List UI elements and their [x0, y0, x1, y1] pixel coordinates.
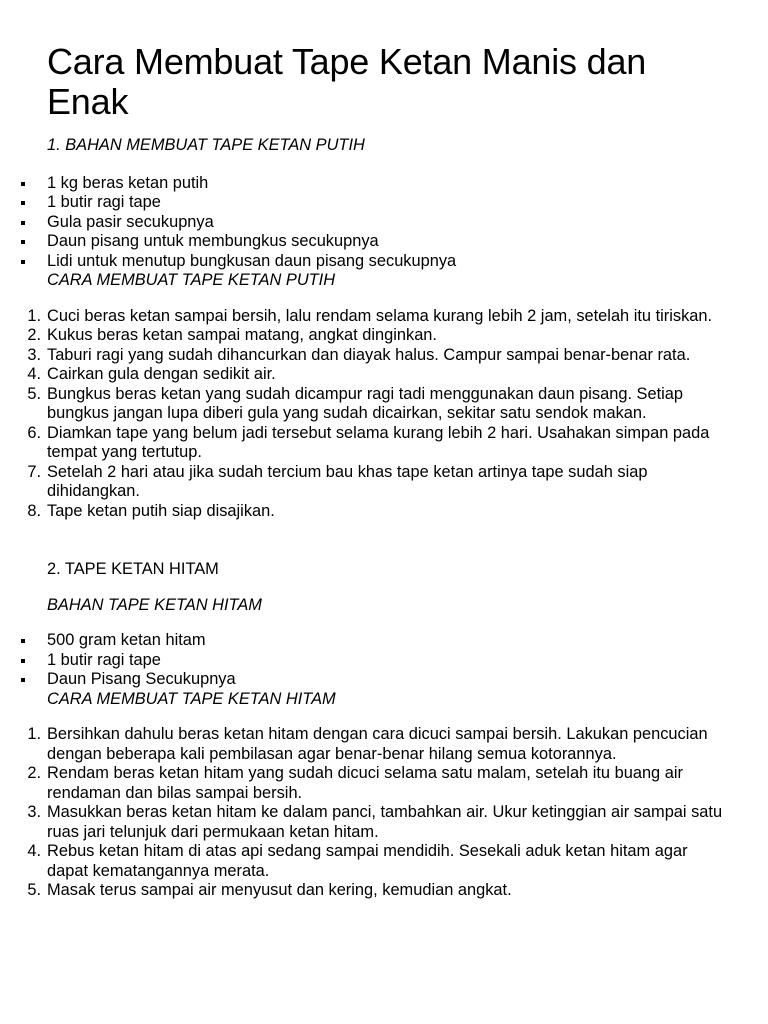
list-item	[27, 306, 728, 327]
list-item: 1 butir ragi tape	[47, 651, 728, 671]
step-number: 4.	[27, 365, 41, 383]
step-text: Masukkan beras ketan hitam ke dalam panci, tambahkan air. Ukur ketinggian air sampai satu ruas jari telunjuk dari permukaan ketan hitam.	[47, 803, 723, 841]
list-item	[27, 842, 728, 881]
step-text: Rendam beras ketan hitam yang sudah dicuci selama satu malam, setelah itu buang air rendaman dan bilas sampai bersih.	[47, 764, 683, 802]
step-number: 8.	[27, 501, 41, 520]
step-text: Cuci beras ketan sampai bersih, lalu rendam selama kurang lebih 2 jam, setelah itu tiriskan.	[47, 306, 713, 325]
list-item	[27, 365, 728, 385]
section1-heading: 1. BAHAN MEMBUAT TAPE KETAN PUTIH	[47, 136, 365, 154]
step-text: Taburi ragi yang sudah dihancurkan dan diayak halus. Campur sampai benar-benar rata.	[47, 345, 691, 364]
list-item: 1 butir ragi tape	[47, 193, 728, 213]
step-number: 7.	[27, 462, 41, 481]
list-item	[27, 803, 728, 842]
step-text: Bungkus beras ketan yang sudah dicampur ragi tadi menggunakan daun pisang. Setiap bungkus jangan lupa diberi gula yang sudah dicairkan, sekitar satu sendok makan.	[47, 384, 684, 422]
section2-method-heading: CARA MEMBUAT TAPE KETAN HITAM	[47, 689, 336, 708]
step-text: Rebus ketan hitam di atas api sedang sampai mendidih. Sesekali aduk ketan hitam agar dapat kematangannya merata.	[47, 842, 688, 880]
step-number: 1.	[27, 725, 41, 743]
list-item	[27, 764, 728, 803]
section1-method-heading: CARA MEMBUAT TAPE KETAN PUTIH	[47, 271, 336, 289]
list-item	[27, 881, 728, 901]
list-item: Daun pisang untuk membungkus secukupnya	[47, 232, 728, 252]
section2-heading: 2. TAPE KETAN HITAM	[47, 560, 219, 578]
step-number: 3.	[27, 803, 41, 821]
step-number: 2.	[27, 326, 41, 344]
step-text: Kukus beras ketan sampai matang, angkat dinginkan.	[47, 326, 437, 344]
step-number: 1.	[27, 306, 41, 325]
step-text: Bersihkan dahulu beras ketan hitam dengan cara dicuci sampai bersih. Lakukan pencucian dengan beberapa kali pembilasan agar benar-benar hilang semua kotorannya.	[47, 725, 708, 763]
section2-ingredient-list	[47, 631, 728, 690]
step-number: 3.	[27, 345, 41, 364]
section2-ingredients-heading: BAHAN TAPE KETAN HITAM	[47, 595, 262, 614]
section1-ingredient-list	[47, 174, 728, 272]
step-text: Masak terus sampai air menyusut dan kering, kemudian angkat.	[47, 881, 512, 899]
list-item	[27, 423, 728, 463]
list-item: Gula pasir secukupnya	[47, 213, 728, 233]
list-item: 500 gram ketan hitam	[47, 631, 728, 651]
list-item	[27, 384, 728, 424]
step-number: 4.	[27, 842, 41, 860]
list-item	[27, 345, 728, 366]
section2-steps-list	[27, 725, 728, 901]
step-text: Cairkan gula dengan sedikit air.	[47, 365, 276, 383]
list-item: 1 kg beras ketan putih	[47, 174, 728, 194]
list-item	[27, 462, 728, 502]
list-item: Lidi untuk menutup bungkusan daun pisang secukupnya	[47, 252, 728, 272]
step-text: Diamkan tape yang belum jadi tersebut selama kurang lebih 2 hari. Usahakan simpan pada tempat yang tertutup.	[47, 423, 710, 461]
step-number: 5.	[27, 881, 41, 899]
step-text: Tape ketan putih siap disajikan.	[47, 501, 275, 520]
page-title: Cara Membuat Tape Ketan Manis dan Enak	[47, 41, 647, 122]
section1-steps-list	[27, 306, 728, 522]
step-number: 6.	[27, 423, 41, 442]
list-item: Daun Pisang Secukupnya	[47, 670, 728, 690]
list-item	[27, 501, 728, 522]
step-number: 2.	[27, 764, 41, 782]
list-item	[27, 326, 728, 346]
list-item	[27, 725, 728, 764]
step-text: Setelah 2 hari atau jika sudah tercium bau khas tape ketan artinya tape sudah siap dihidangkan.	[47, 462, 648, 500]
step-number: 5.	[27, 384, 41, 403]
